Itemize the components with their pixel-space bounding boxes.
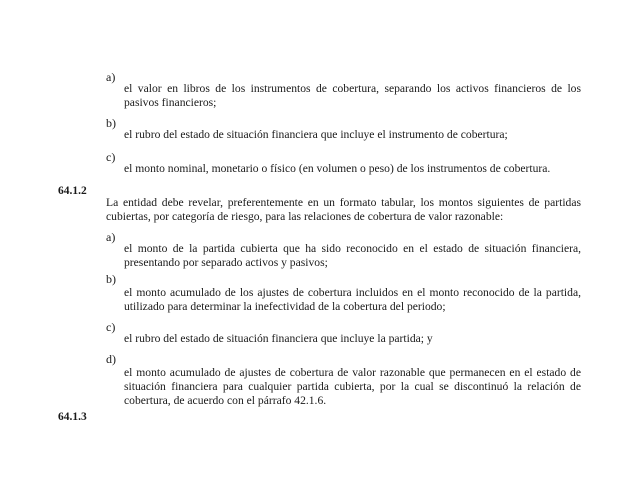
section-paragraph: La entidad debe revelar, preferentemente en un formato tabular, los montos siguientes de partidas cubiertas, por categoría de riesgo, para las relaciones de cobertura de valor razonable:	[106, 196, 581, 223]
list-item-text: el valor en libros de los instrumentos de cobertura, separando los activos financieros de los pasivos financieros;	[124, 82, 581, 109]
list-item-marker: a)	[106, 70, 116, 84]
list-item-text: el monto de la partida cubierta que ha sido reconocido en el estado de situación financiera, presentando por separado activos y pasivos;	[124, 242, 581, 269]
list-item-text: el rubro del estado de situación financiera que incluye la partida; y	[124, 332, 433, 345]
section-number: 64.1.3	[58, 411, 87, 423]
list-item-marker: c)	[106, 150, 116, 164]
section-number: 64.1.2	[58, 185, 87, 197]
list-item-text: el monto acumulado de los ajustes de cobertura incluidos en el monto reconocido de la partida, utilizado para determinar la inefectividad de la cobertura del periodo;	[124, 286, 581, 313]
list-item-marker: b)	[106, 272, 116, 286]
list-item-marker: b)	[106, 116, 116, 130]
list-item-text: el monto acumulado de ajustes de cobertura de valor razonable que permanecen en el estado de situación financiera para cualquier partida cubierta, por la cual se discontinuó la relación de cobertura, de acuerdo con el párrafo 42.1.6.	[124, 366, 581, 407]
list-item-marker: d)	[106, 352, 116, 366]
list-item-text: el rubro del estado de situación financiera que incluye el instrumento de cobertura;	[124, 128, 508, 141]
list-item-marker: a)	[106, 230, 116, 244]
list-item-text: el monto nominal, monetario o físico (en volumen o peso) de los instrumentos de cobertura.	[124, 162, 551, 175]
list-item-marker: c)	[106, 320, 116, 334]
